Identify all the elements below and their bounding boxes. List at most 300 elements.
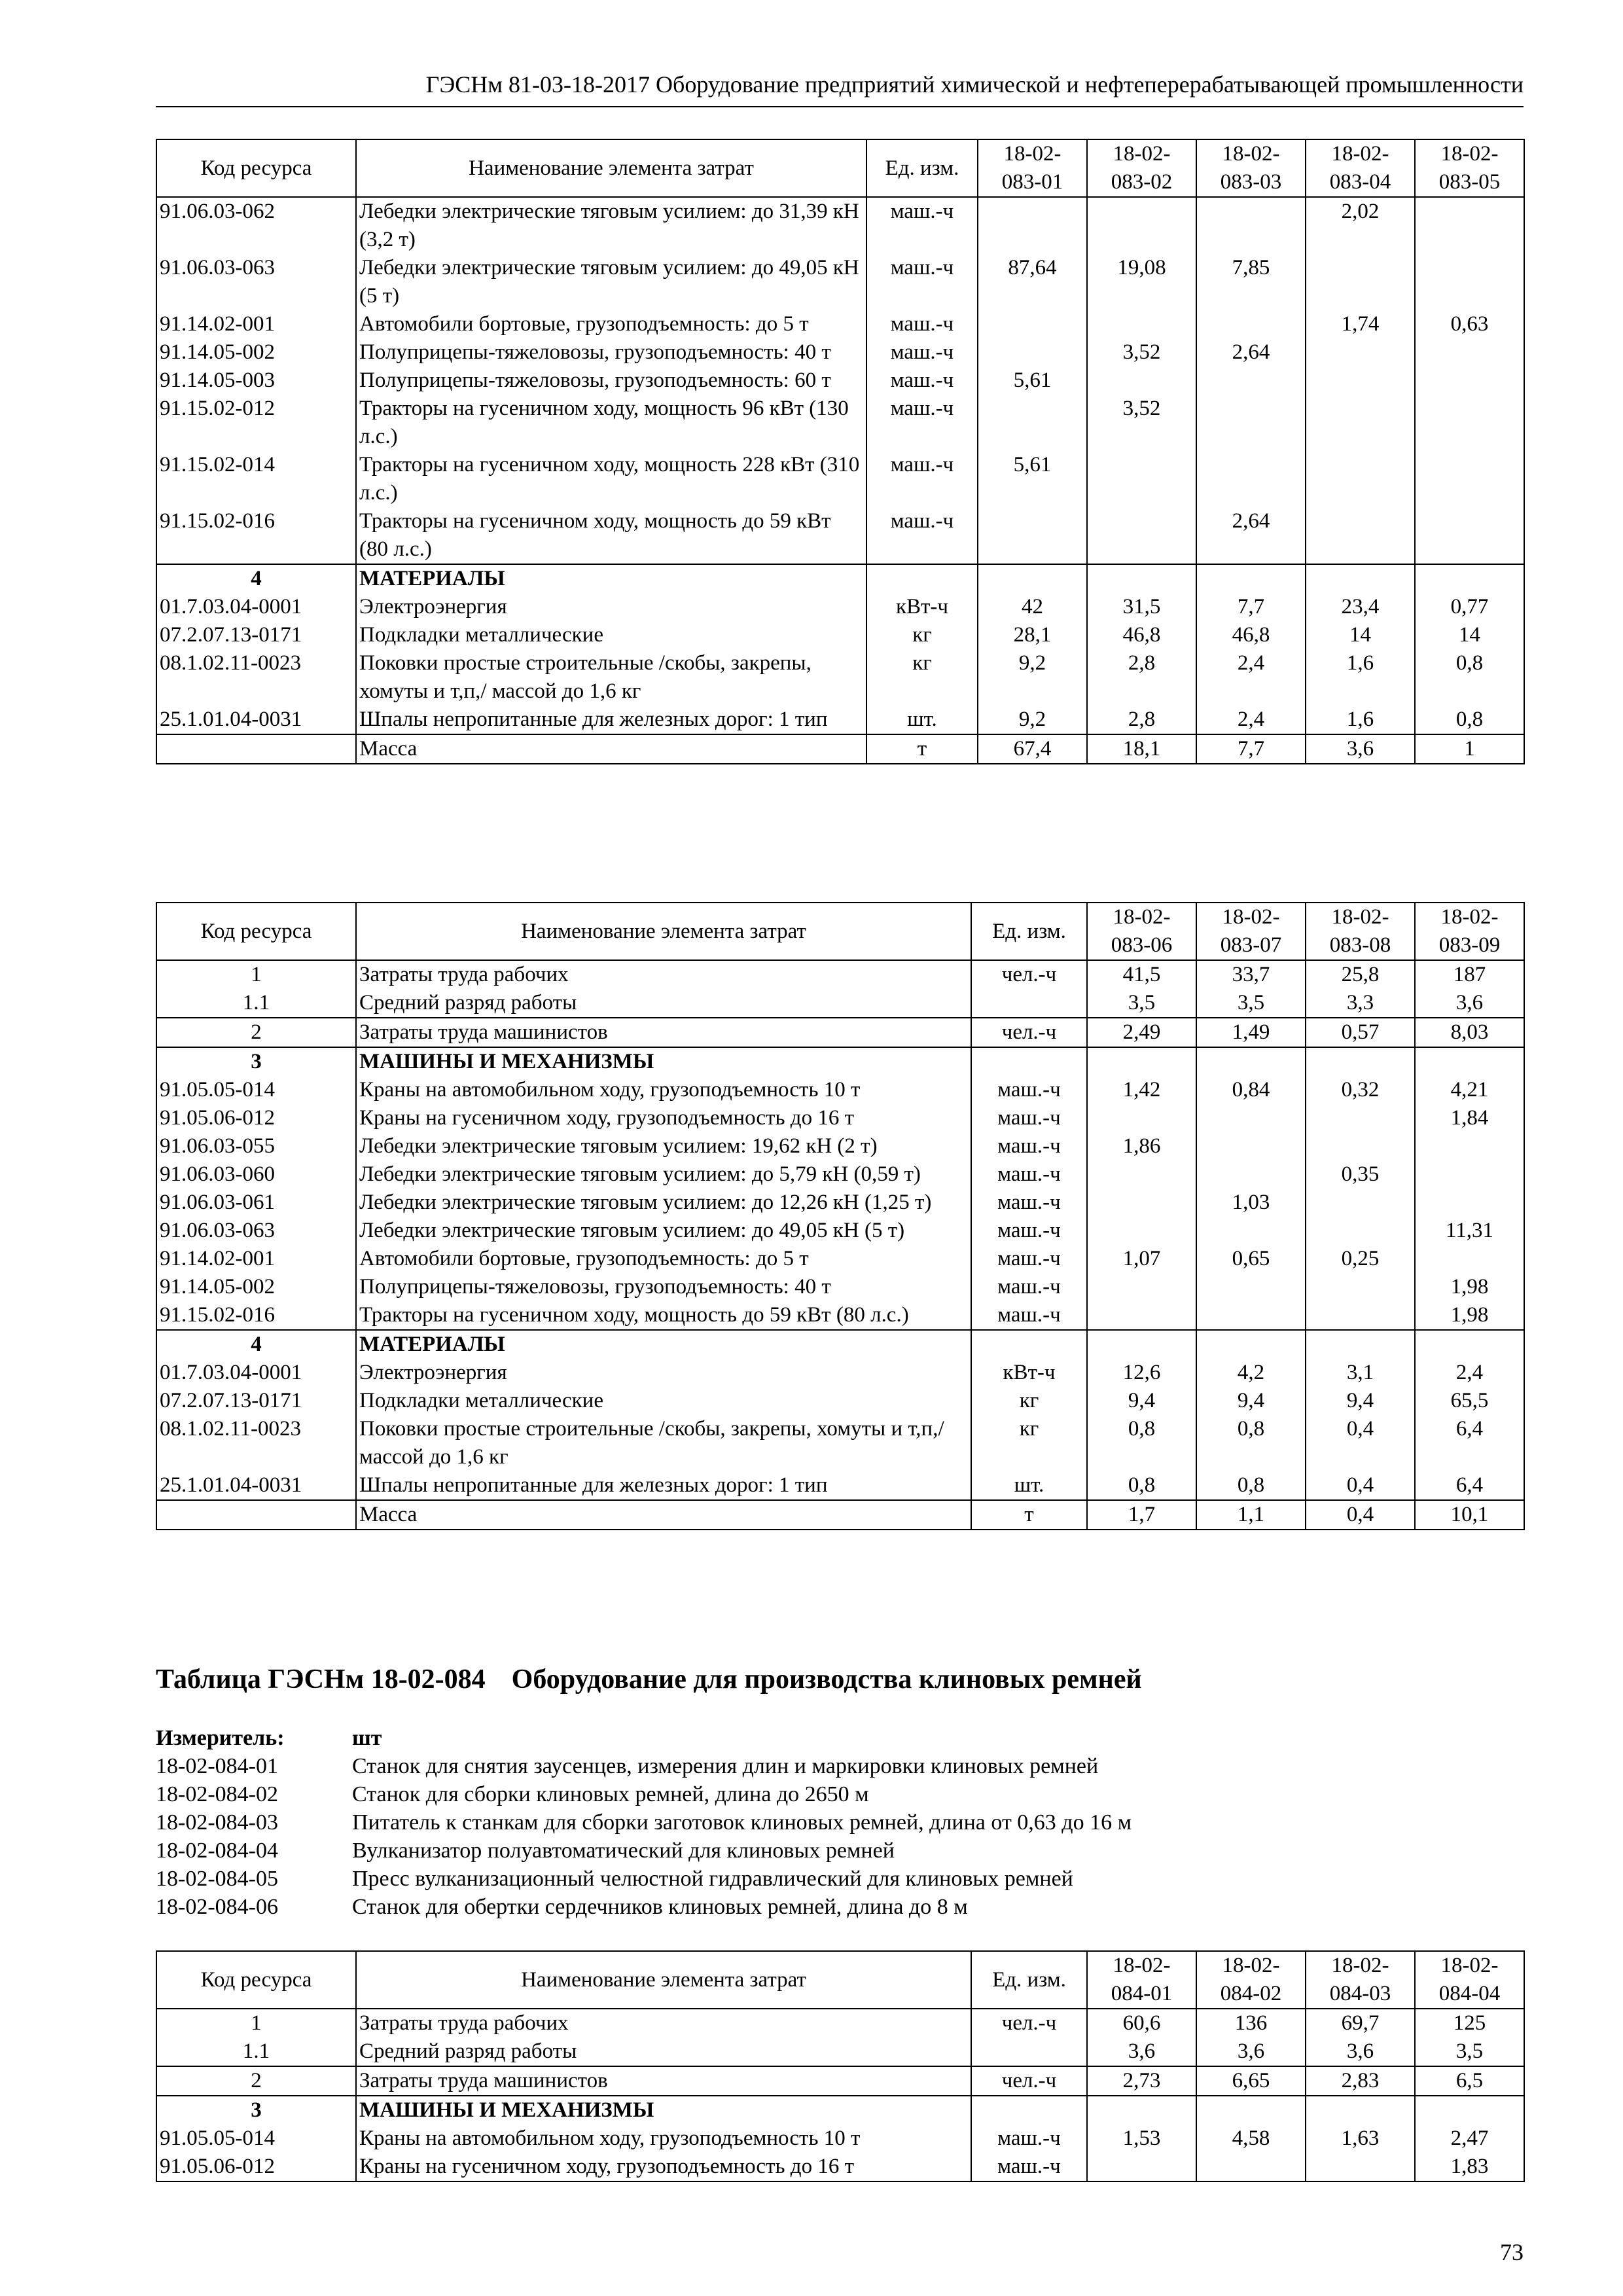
norm-value xyxy=(1306,338,1415,367)
unit xyxy=(971,1047,1087,1076)
norm-value: 9,2 xyxy=(978,706,1087,734)
measure-item-code: 18-02-084-02 xyxy=(156,1782,278,1806)
norm-value: 0,8 xyxy=(1087,1471,1196,1500)
table-row xyxy=(156,734,1524,764)
norm-value: 0,84 xyxy=(1196,1076,1306,1104)
table-header-row xyxy=(156,139,1524,197)
norm-value xyxy=(1087,1160,1196,1189)
cost-item-name: МАТЕРИАЛЫ xyxy=(356,1330,971,1359)
measure-item xyxy=(156,1808,1132,1837)
unit: чел.-ч xyxy=(971,1018,1087,1047)
measure-block xyxy=(156,1724,1132,1921)
unit: кг xyxy=(971,1387,1087,1415)
norm-value xyxy=(1087,310,1196,338)
unit: шт. xyxy=(866,706,978,734)
resource-code: 07.2.07.13-0171 xyxy=(156,1387,356,1415)
header-divider xyxy=(156,106,1524,107)
norm-value xyxy=(1196,1132,1306,1160)
column-header: Ед. изм. xyxy=(866,139,978,197)
resource-code: 91.14.02-001 xyxy=(156,310,356,338)
norm-value xyxy=(1306,1047,1415,1076)
unit: маш.-ч xyxy=(866,254,978,310)
table-row xyxy=(156,989,1524,1018)
column-header: Ед. изм. xyxy=(971,1951,1087,2009)
table-row xyxy=(156,2066,1524,2096)
resource-code: 91.05.05-014 xyxy=(156,2125,356,2153)
norm-value: 28,1 xyxy=(978,621,1087,649)
table-084-name: Оборудование для производства клиновых ремней xyxy=(511,1664,1142,1695)
norm-value: 60,6 xyxy=(1087,2009,1196,2037)
resource-code: 1 xyxy=(156,960,356,989)
unit: чел.-ч xyxy=(971,2066,1087,2096)
column-header: 18-02- 084-02 xyxy=(1196,1951,1306,2009)
unit: маш.-ч xyxy=(866,310,978,338)
table-row xyxy=(156,1245,1524,1273)
norm-value: 1,84 xyxy=(1415,1104,1524,1132)
table-row xyxy=(156,395,1524,451)
norm-value: 69,7 xyxy=(1306,2009,1415,2037)
unit: маш.-ч xyxy=(971,1273,1087,1301)
norm-value xyxy=(1415,1189,1524,1217)
norm-value: 0,8 xyxy=(1415,706,1524,734)
table-row xyxy=(156,593,1524,621)
norm-value: 0,63 xyxy=(1415,310,1524,338)
measure-item-desc: Станок для обертки сердечников клиновых ремней, длина до 8 м xyxy=(352,1895,968,1919)
unit: маш.-ч xyxy=(866,367,978,395)
unit: т xyxy=(971,1500,1087,1530)
norm-value: 3,6 xyxy=(1415,989,1524,1018)
unit: чел.-ч xyxy=(971,2009,1087,2037)
norm-value: 1,49 xyxy=(1196,1018,1306,1047)
norm-value xyxy=(978,338,1087,367)
table-row xyxy=(156,1217,1524,1245)
table-row xyxy=(156,2096,1524,2125)
norm-value: 2,73 xyxy=(1087,2066,1196,2096)
unit xyxy=(971,2096,1087,2125)
resource-code: 07.2.07.13-0171 xyxy=(156,621,356,649)
unit: чел.-ч xyxy=(971,960,1087,989)
cost-item-name: Средний разряд работы xyxy=(356,2037,971,2066)
column-header: 18-02- 084-04 xyxy=(1415,1951,1524,2009)
cost-item-name: Автомобили бортовые, грузоподъемность: до 5 т xyxy=(356,1245,971,1273)
norm-value xyxy=(1087,1330,1196,1359)
unit xyxy=(971,2037,1087,2066)
norm-value: 31,5 xyxy=(1087,593,1196,621)
norm-value xyxy=(1415,1160,1524,1189)
cost-item-name: Затраты труда рабочих xyxy=(356,2009,971,2037)
resource-code: 91.14.02-001 xyxy=(156,1245,356,1273)
norm-value xyxy=(978,507,1087,564)
norm-value: 4,2 xyxy=(1196,1359,1306,1387)
resource-code: 4 xyxy=(156,1330,356,1359)
column-header: 18-02- 083-07 xyxy=(1196,903,1306,960)
norm-value: 12,6 xyxy=(1087,1359,1196,1387)
norm-value xyxy=(1196,2096,1306,2125)
table-084-title xyxy=(156,1664,1142,1695)
measure-item-code: 18-02-084-03 xyxy=(156,1810,278,1835)
norm-value: 2,49 xyxy=(1087,1018,1196,1047)
norm-value xyxy=(1306,367,1415,395)
norm-value: 3,6 xyxy=(1196,2037,1306,2066)
column-header: 18-02- 083-02 xyxy=(1087,139,1196,197)
norm-value xyxy=(1306,1132,1415,1160)
measure-label: Измеритель: xyxy=(156,1726,285,1750)
norm-value: 3,52 xyxy=(1087,338,1196,367)
norm-value: 1,03 xyxy=(1196,1189,1306,1217)
unit: кг xyxy=(866,621,978,649)
norm-value: 3,3 xyxy=(1306,989,1415,1018)
resource-code: 08.1.02.11-0023 xyxy=(156,1415,356,1471)
norm-value: 5,61 xyxy=(978,451,1087,507)
measure-value: шт xyxy=(352,1726,382,1750)
norm-value xyxy=(1196,1273,1306,1301)
column-header: 18-02- 083-09 xyxy=(1415,903,1524,960)
norm-value: 0,25 xyxy=(1306,1245,1415,1273)
norm-value: 2,64 xyxy=(1196,338,1306,367)
table-row xyxy=(156,310,1524,338)
unit: маш.-ч xyxy=(971,2125,1087,2153)
resource-code: 91.15.02-012 xyxy=(156,395,356,451)
table-row xyxy=(156,1359,1524,1387)
cost-item-name: Масса xyxy=(356,734,866,764)
norm-value xyxy=(1196,197,1306,254)
norm-value xyxy=(1306,395,1415,451)
norm-value xyxy=(1306,254,1415,310)
measure-item xyxy=(156,1780,1132,1808)
norm-value: 41,5 xyxy=(1087,960,1196,989)
table-row xyxy=(156,451,1524,507)
column-header: 18-02- 083-03 xyxy=(1196,139,1306,197)
norm-value xyxy=(1196,1104,1306,1132)
measure-item xyxy=(156,1893,1132,1921)
cost-item-name: Краны на гусеничном ходу, грузоподъемность до 16 т xyxy=(356,2153,971,2181)
norm-value xyxy=(1306,564,1415,593)
norm-value xyxy=(1306,451,1415,507)
cost-item-name: Шпалы непропитанные для железных дорог: 1 тип xyxy=(356,706,866,734)
measure-items xyxy=(156,1752,1132,1921)
norm-value: 5,61 xyxy=(978,367,1087,395)
resource-code: 91.06.03-062 xyxy=(156,197,356,254)
norm-value xyxy=(1415,254,1524,310)
norm-value: 1 xyxy=(1415,734,1524,764)
cost-item-name: Автомобили бортовые, грузоподъемность: до 5 т xyxy=(356,310,866,338)
norm-value: 0,35 xyxy=(1306,1160,1415,1189)
table-row xyxy=(156,254,1524,310)
resource-code: 91.06.03-060 xyxy=(156,1160,356,1189)
cost-item-name: Затраты труда машинистов xyxy=(356,1018,971,1047)
norm-value xyxy=(1306,2096,1415,2125)
measure-item-desc: Вулканизатор полуавтоматический для клиновых ремней xyxy=(352,1839,895,1863)
cost-item-name: Лебедки электрические тяговым усилием: до 5,79 кН (0,59 т) xyxy=(356,1160,971,1189)
resource-code: 3 xyxy=(156,2096,356,2125)
unit: кг xyxy=(866,649,978,706)
norm-value: 2,02 xyxy=(1306,197,1415,254)
norm-value: 0,8 xyxy=(1415,649,1524,706)
unit: маш.-ч xyxy=(866,197,978,254)
table-row xyxy=(156,649,1524,706)
norm-value: 0,8 xyxy=(1196,1415,1306,1471)
norm-value xyxy=(1087,507,1196,564)
cost-table-083-b xyxy=(156,902,1525,1530)
norm-value: 0,4 xyxy=(1306,1471,1415,1500)
unit: кВт-ч xyxy=(866,593,978,621)
norm-value xyxy=(1087,1189,1196,1217)
cost-item-name: Поковки простые строительные /скобы, закрепы, хомуты и т,п,/ массой до 1,6 кг xyxy=(356,1415,971,1471)
norm-value: 18,1 xyxy=(1087,734,1196,764)
page-header: ГЭСНм 81-03-18-2017 Оборудование предприятий химической и нефтеперерабатывающей промышленности xyxy=(425,71,1524,98)
norm-value xyxy=(1087,564,1196,593)
table-084-code: Таблица ГЭСНм 18-02-084 xyxy=(156,1664,486,1695)
table-row xyxy=(156,1189,1524,1217)
column-header: 18-02- 083-06 xyxy=(1087,903,1196,960)
measure-item-code: 18-02-084-05 xyxy=(156,1867,278,1891)
table-row xyxy=(156,1104,1524,1132)
norm-value xyxy=(978,564,1087,593)
cost-item-name: Затраты труда рабочих xyxy=(356,960,971,989)
norm-value xyxy=(978,395,1087,451)
norm-value: 1,6 xyxy=(1306,706,1415,734)
norm-value: 2,4 xyxy=(1196,706,1306,734)
norm-value xyxy=(1087,1047,1196,1076)
norm-value: 1,53 xyxy=(1087,2125,1196,2153)
norm-value xyxy=(1196,1301,1306,1330)
unit: маш.-ч xyxy=(971,1217,1087,1245)
norm-value: 1,7 xyxy=(1087,1500,1196,1530)
norm-value xyxy=(1196,1160,1306,1189)
norm-value: 9,2 xyxy=(978,649,1087,706)
norm-value: 0,4 xyxy=(1306,1500,1415,1530)
column-header: 18-02- 084-01 xyxy=(1087,1951,1196,2009)
norm-value: 1,98 xyxy=(1415,1301,1524,1330)
column-header: Код ресурса xyxy=(156,1951,356,2009)
norm-value: 2,47 xyxy=(1415,2125,1524,2153)
table-row xyxy=(156,367,1524,395)
column-header: 18-02- 083-08 xyxy=(1306,903,1415,960)
unit: кг xyxy=(971,1415,1087,1471)
norm-value xyxy=(1415,395,1524,451)
cost-item-name: Масса xyxy=(356,1500,971,1530)
unit: маш.-ч xyxy=(971,1189,1087,1217)
norm-value xyxy=(1087,2153,1196,2181)
norm-value: 7,7 xyxy=(1196,593,1306,621)
table-row xyxy=(156,1330,1524,1359)
norm-value: 14 xyxy=(1415,621,1524,649)
norm-value: 0,8 xyxy=(1087,1415,1196,1471)
cost-item-name: Подкладки металлические xyxy=(356,1387,971,1415)
norm-value xyxy=(1306,1189,1415,1217)
cost-item-name: Тракторы на гусеничном ходу, мощность до 59 кВт (80 л.с.) xyxy=(356,507,866,564)
norm-value: 0,8 xyxy=(1196,1471,1306,1500)
column-header: Наименование элемента затрат xyxy=(356,139,866,197)
table-row xyxy=(156,1018,1524,1047)
cost-item-name: Тракторы на гусеничном ходу, мощность до 59 кВт (80 л.с.) xyxy=(356,1301,971,1330)
unit: маш.-ч xyxy=(866,338,978,367)
norm-value: 1,86 xyxy=(1087,1132,1196,1160)
norm-value xyxy=(1196,367,1306,395)
norm-value: 65,5 xyxy=(1415,1387,1524,1415)
norm-value: 0,32 xyxy=(1306,1076,1415,1104)
page-number: 73 xyxy=(1500,2239,1524,2265)
norm-value: 6,4 xyxy=(1415,1471,1524,1500)
norm-value: 4,21 xyxy=(1415,1076,1524,1104)
table-row xyxy=(156,564,1524,593)
resource-code: 08.1.02.11-0023 xyxy=(156,649,356,706)
unit: маш.-ч xyxy=(866,395,978,451)
resource-code: 2 xyxy=(156,1018,356,1047)
table-row xyxy=(156,2125,1524,2153)
norm-value: 10,1 xyxy=(1415,1500,1524,1530)
resource-code: 91.15.02-016 xyxy=(156,1301,356,1330)
resource-code: 91.05.05-014 xyxy=(156,1076,356,1104)
norm-value xyxy=(1196,1217,1306,1245)
table-row xyxy=(156,960,1524,989)
measure-item-desc: Станок для сборки клиновых ремней, длина до 2650 м xyxy=(352,1782,869,1806)
norm-value: 6,65 xyxy=(1196,2066,1306,2096)
norm-value: 0,4 xyxy=(1306,1415,1415,1471)
norm-value xyxy=(1196,1330,1306,1359)
norm-value xyxy=(978,197,1087,254)
norm-value xyxy=(1306,1301,1415,1330)
cost-item-name: Средний разряд работы xyxy=(356,989,971,1018)
norm-value xyxy=(1415,338,1524,367)
norm-value xyxy=(1087,1301,1196,1330)
resource-code: 01.7.03.04-0001 xyxy=(156,593,356,621)
cost-item-name: Шпалы непропитанные для железных дорог: 1 тип xyxy=(356,1471,971,1500)
norm-value: 1,74 xyxy=(1306,310,1415,338)
norm-value xyxy=(1415,1330,1524,1359)
resource-code: 3 xyxy=(156,1047,356,1076)
resource-code: 91.15.02-014 xyxy=(156,451,356,507)
norm-value xyxy=(1306,1273,1415,1301)
norm-value xyxy=(1306,507,1415,564)
measure-item-code: 18-02-084-06 xyxy=(156,1895,278,1919)
table-row xyxy=(156,1160,1524,1189)
table-row xyxy=(156,2153,1524,2181)
norm-value xyxy=(1306,1217,1415,1245)
norm-value xyxy=(1196,1047,1306,1076)
norm-value: 3,5 xyxy=(1196,989,1306,1018)
unit: маш.-ч xyxy=(866,507,978,564)
cost-item-name: Электроэнергия xyxy=(356,1359,971,1387)
norm-value: 8,03 xyxy=(1415,1018,1524,1047)
norm-value xyxy=(1087,1273,1196,1301)
norm-value xyxy=(1196,564,1306,593)
table-row xyxy=(156,2009,1524,2037)
cost-table-084 xyxy=(156,1950,1525,2182)
norm-value xyxy=(1087,367,1196,395)
table-row xyxy=(156,197,1524,254)
resource-code: 2 xyxy=(156,2066,356,2096)
table-row xyxy=(156,1132,1524,1160)
unit: шт. xyxy=(971,1471,1087,1500)
norm-value: 2,8 xyxy=(1087,649,1196,706)
cost-item-name: Полуприцепы-тяжеловозы, грузоподъемность: 40 т xyxy=(356,338,866,367)
cost-item-name: МАШИНЫ И МЕХАНИЗМЫ xyxy=(356,1047,971,1076)
column-header: 18-02- 083-04 xyxy=(1306,139,1415,197)
cost-item-name: Краны на автомобильном ходу, грузоподъемность 10 т xyxy=(356,2125,971,2153)
resource-code xyxy=(156,734,356,764)
cost-item-name: Лебедки электрические тяговым усилием: до 49,05 кН (5 т) xyxy=(356,254,866,310)
norm-value: 3,6 xyxy=(1306,2037,1415,2066)
measure-item xyxy=(156,1837,1132,1865)
resource-code: 91.15.02-016 xyxy=(156,507,356,564)
cost-item-name: Тракторы на гусеничном ходу, мощность 96 кВт (130 л.с.) xyxy=(356,395,866,451)
norm-value xyxy=(1087,451,1196,507)
resource-code: 01.7.03.04-0001 xyxy=(156,1359,356,1387)
norm-value xyxy=(1196,395,1306,451)
norm-value xyxy=(1415,367,1524,395)
table-row xyxy=(156,1301,1524,1330)
measure-row xyxy=(156,1724,1132,1752)
cost-item-name: Лебедки электрические тяговым усилием: до 49,05 кН (5 т) xyxy=(356,1217,971,1245)
table-header-row xyxy=(156,1951,1524,2009)
norm-value: 3,5 xyxy=(1415,2037,1524,2066)
norm-value xyxy=(1196,451,1306,507)
norm-value: 2,4 xyxy=(1196,649,1306,706)
norm-value: 1,63 xyxy=(1306,2125,1415,2153)
unit: маш.-ч xyxy=(971,2153,1087,2181)
table-row xyxy=(156,706,1524,734)
resource-code xyxy=(156,1500,356,1530)
norm-value: 2,8 xyxy=(1087,706,1196,734)
norm-value: 23,4 xyxy=(1306,593,1415,621)
resource-code: 91.05.06-012 xyxy=(156,2153,356,2181)
norm-value xyxy=(1087,197,1196,254)
measure-item-desc: Питатель к станкам для сборки заготовок клиновых ремней, длина от 0,63 до 16 м xyxy=(352,1810,1132,1835)
norm-value: 3,5 xyxy=(1087,989,1196,1018)
measure-item-desc: Пресс вулканизационный челюстной гидравлический для клиновых ремней xyxy=(352,1867,1073,1891)
norm-value xyxy=(1087,1217,1196,1245)
norm-value xyxy=(1415,507,1524,564)
cost-item-name: Краны на гусеничном ходу, грузоподъемность до 16 т xyxy=(356,1104,971,1132)
norm-value: 7,7 xyxy=(1196,734,1306,764)
unit: маш.-ч xyxy=(971,1076,1087,1104)
unit: маш.-ч xyxy=(971,1160,1087,1189)
norm-value: 2,64 xyxy=(1196,507,1306,564)
norm-value: 25,8 xyxy=(1306,960,1415,989)
norm-value: 19,08 xyxy=(1087,254,1196,310)
norm-value: 87,64 xyxy=(978,254,1087,310)
cost-item-name: Лебедки электрические тяговым усилием: 19,62 кН (2 т) xyxy=(356,1132,971,1160)
resource-code: 91.14.05-003 xyxy=(156,367,356,395)
resource-code: 91.06.03-063 xyxy=(156,1217,356,1245)
norm-value: 6,5 xyxy=(1415,2066,1524,2096)
resource-code: 91.06.03-055 xyxy=(156,1132,356,1160)
column-header: Ед. изм. xyxy=(971,903,1087,960)
unit xyxy=(866,564,978,593)
table-header-row xyxy=(156,903,1524,960)
resource-code: 1 xyxy=(156,2009,356,2037)
cost-item-name: МАТЕРИАЛЫ xyxy=(356,564,866,593)
norm-value: 46,8 xyxy=(1087,621,1196,649)
norm-value xyxy=(1415,564,1524,593)
norm-value: 3,52 xyxy=(1087,395,1196,451)
resource-code: 1.1 xyxy=(156,989,356,1018)
norm-value xyxy=(1415,1132,1524,1160)
norm-value: 1,6 xyxy=(1306,649,1415,706)
norm-value xyxy=(1415,197,1524,254)
measure-item-desc: Станок для снятия заусенцев, измерения длин и маркировки клиновых ремней xyxy=(352,1754,1099,1778)
table-row xyxy=(156,2037,1524,2066)
norm-value: 0,77 xyxy=(1415,593,1524,621)
table-row xyxy=(156,1387,1524,1415)
norm-value xyxy=(1196,2153,1306,2181)
norm-value: 3,6 xyxy=(1306,734,1415,764)
unit: кВт-ч xyxy=(971,1359,1087,1387)
table-row xyxy=(156,1471,1524,1500)
cost-item-name: Полуприцепы-тяжеловозы, грузоподъемность: 40 т xyxy=(356,1273,971,1301)
cost-item-name: МАШИНЫ И МЕХАНИЗМЫ xyxy=(356,2096,971,2125)
